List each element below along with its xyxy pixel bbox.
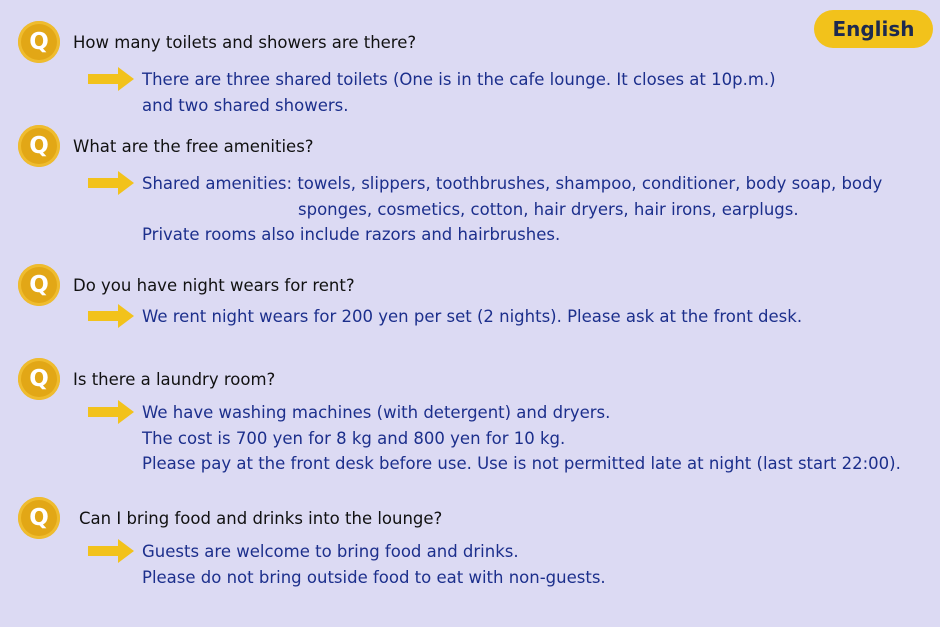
question-icon xyxy=(18,125,60,167)
answer-block xyxy=(88,67,776,118)
answer-line: Please pay at the front desk before use. Use is not permitted late at night (last start 22:00). xyxy=(142,454,901,473)
answer-block xyxy=(88,400,901,477)
answer-line: There are three shared toilets (One is in the cafe lounge. It closes at 10p.m.) xyxy=(142,70,776,89)
question-icon-letter: Q xyxy=(29,132,49,159)
question-row xyxy=(18,264,355,306)
answer-line: The cost is 700 yen for 8 kg and 800 yen for 10 kg. xyxy=(142,428,566,448)
answer-line: Please do not bring outside food to eat with non-guests. xyxy=(142,567,606,587)
answer-text xyxy=(142,171,882,248)
answer-block xyxy=(88,171,882,248)
answer-text xyxy=(142,400,901,477)
answer-line: Private rooms also include razors and hairbrushes. xyxy=(142,225,561,244)
answer-block xyxy=(88,539,606,590)
question-icon xyxy=(18,264,60,306)
question-icon-letter: Q xyxy=(29,271,49,298)
question-text: Can I bring food and drinks into the lounge? xyxy=(79,508,443,528)
question-row xyxy=(18,497,442,539)
answer-line: and two shared showers. xyxy=(142,95,349,115)
arrow-right-icon xyxy=(88,400,134,424)
question-text: Is there a laundry room? xyxy=(73,369,276,389)
arrow-right-icon xyxy=(88,171,134,195)
answer-text xyxy=(142,67,776,118)
question-icon-letter: Q xyxy=(29,504,49,531)
answer-text xyxy=(142,539,606,590)
question-icon xyxy=(18,358,60,400)
question-row xyxy=(18,358,275,400)
answer-line: We rent night wears for 200 yen per set (2 nights). Please ask at the front desk. xyxy=(142,307,803,326)
arrow-right-icon xyxy=(88,539,134,563)
question-icon-letter: Q xyxy=(29,28,49,55)
answer-line: sponges, cosmetics, cotton, hair dryers, hair irons, earplugs. xyxy=(298,199,799,219)
answer-line: Guests are welcome to bring food and drinks. xyxy=(142,542,519,561)
language-button[interactable]: English xyxy=(814,10,933,48)
question-text: How many toilets and showers are there? xyxy=(73,32,417,52)
arrow-right-icon xyxy=(88,67,134,91)
question-row xyxy=(18,21,416,63)
answer-line: We have washing machines (with detergent) and dryers. xyxy=(142,403,611,422)
question-text: What are the free amenities? xyxy=(73,136,314,156)
question-icon-letter: Q xyxy=(29,365,49,392)
question-icon xyxy=(18,497,60,539)
question-row xyxy=(18,125,314,167)
answer-text xyxy=(142,304,802,330)
answer-line: Shared amenities: towels, slippers, toothbrushes, shampoo, conditioner, body soap, body xyxy=(142,174,883,193)
arrow-right-icon xyxy=(88,304,134,328)
question-text: Do you have night wears for rent? xyxy=(73,275,355,295)
answer-block xyxy=(88,304,802,330)
question-icon xyxy=(18,21,60,63)
